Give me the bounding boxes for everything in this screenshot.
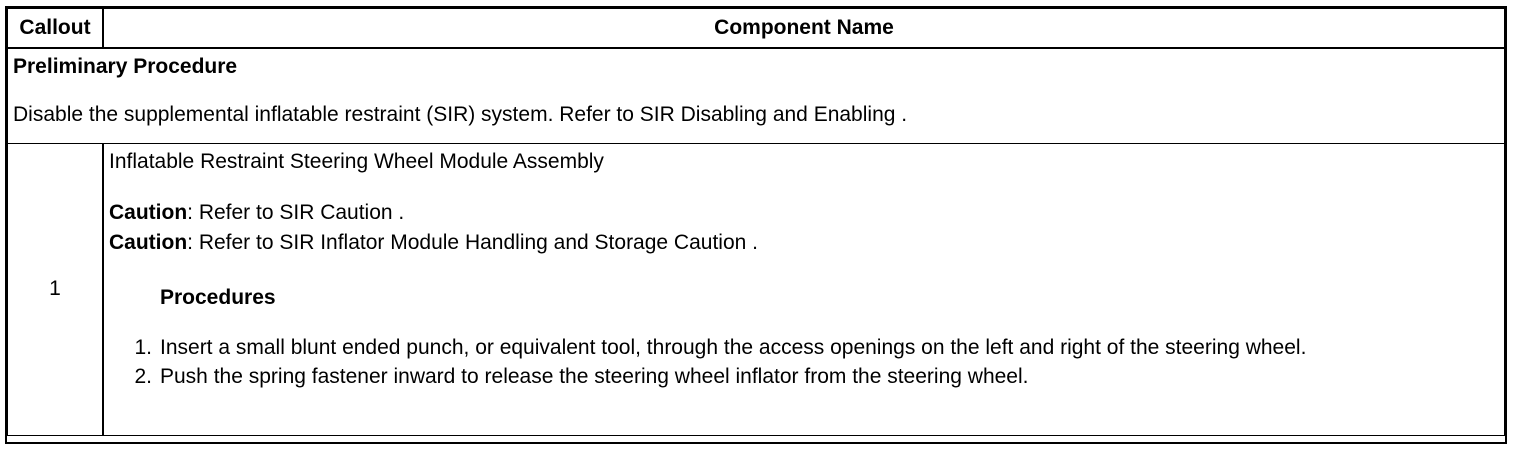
procedure-table-frame <box>5 6 1507 444</box>
preliminary-cell <box>8 48 1505 143</box>
procedure-steps <box>109 334 1496 390</box>
step-text: Insert a small blunt ended punch, or equivalent tool, through the access openings on the left and right of the steering wheel. <box>160 335 1307 359</box>
component-name-header: Component Name <box>103 9 1505 49</box>
preliminary-text: Disable the supplemental inflatable restraint (SIR) system. Refer to SIR Disabling and Enabling . <box>13 103 908 126</box>
caution-text: : Refer to SIR Caution . <box>187 200 405 224</box>
step-text: Push the spring fastener inward to release the steering wheel inflator from the steering wheel. <box>160 364 1029 388</box>
component-name: Inflatable Restraint Steering Wheel Module Assembly <box>109 149 604 173</box>
preliminary-row <box>8 48 1505 143</box>
step-number: 2. <box>134 364 152 388</box>
callout-header: Callout <box>8 9 104 49</box>
caution-text: : Refer to SIR Inflator Module Handling and Storage Caution . <box>187 230 758 254</box>
list-item <box>134 334 1496 361</box>
caution-label: Caution <box>109 230 188 254</box>
component-cell <box>103 143 1505 435</box>
caution-line <box>109 198 1496 228</box>
header-row <box>8 9 1505 49</box>
preliminary-title: Preliminary Procedure <box>13 55 238 78</box>
list-item <box>134 363 1496 390</box>
table-row <box>8 143 1505 435</box>
callout-number: 1 <box>8 143 104 435</box>
step-number: 1. <box>134 335 152 359</box>
caution-label: Caution <box>109 200 188 224</box>
procedures-heading: Procedures <box>160 285 276 309</box>
procedure-table <box>7 8 1505 436</box>
caution-line <box>109 228 1496 258</box>
